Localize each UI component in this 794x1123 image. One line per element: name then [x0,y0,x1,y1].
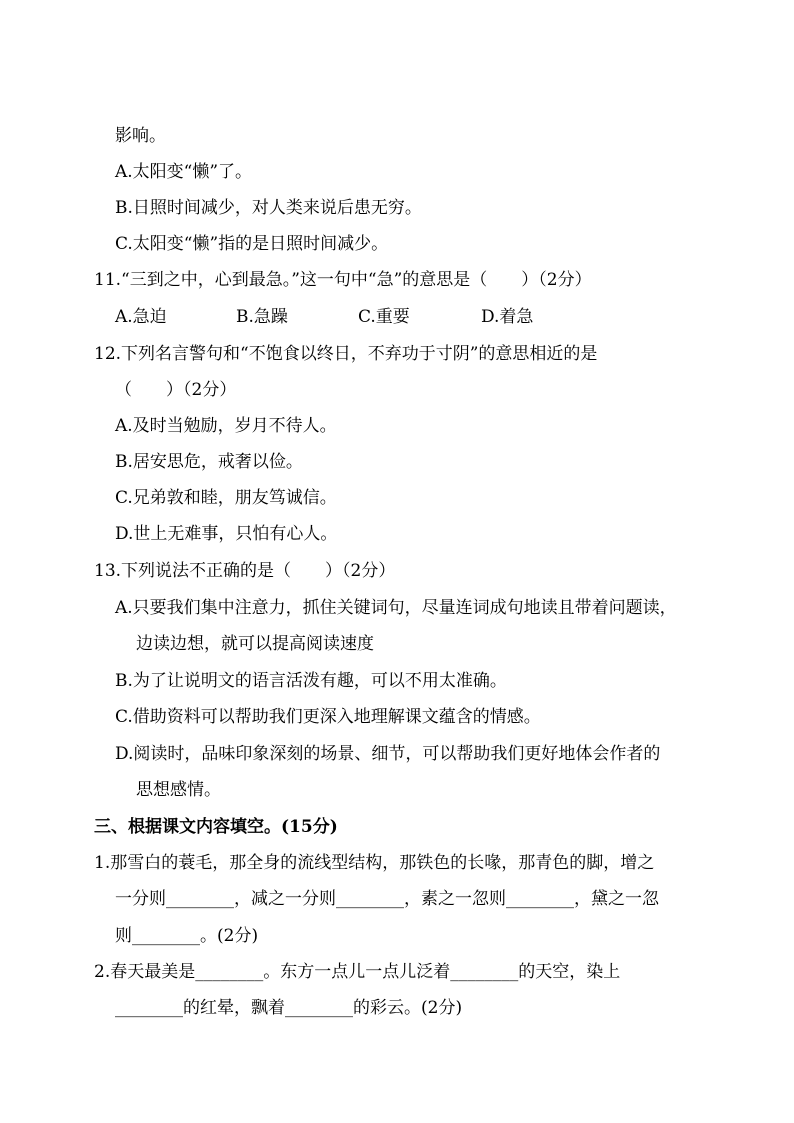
fill-2: 2.春天最美是________。东方一点儿一点儿泛着________的天空，染上 [94,962,621,982]
fill-1: 1.那雪白的蓑毛，那全身的流线型结构，那铁色的长喙，那青色的脚，增之 [94,853,655,873]
section-3-heading: 三、根据课文内容填空。(15分) [94,817,338,837]
question-13: 13.下列说法不正确的是（ ）（2分） [94,561,396,581]
option-b: B.日照时间减少，对人类来说后患无穷。 [115,198,422,218]
q11-option-c: C.重要 [358,307,410,327]
q13-option-a: A.只要我们集中注意力，抓住关键词句，尽量连词成句地读且带着问题读， [115,598,677,618]
q11-option-d: D.着急 [481,307,534,327]
q11-option-a: A.急迫 [115,307,167,327]
q13-option-b: B.为了让说明文的语言活泼有趣，可以不用太准确。 [115,671,507,691]
q11-option-b: B.急躁 [236,307,288,327]
q13-option-d-cont: 思想感情。 [136,780,221,800]
option-c: C.太阳变“懒”指的是日照时间减少。 [115,234,389,254]
q12-option-d: D.世上无难事，只怕有心人。 [115,524,338,544]
text-line: 影响。 [115,126,166,146]
q12-option-b: B.居安思危，戒奢以俭。 [115,452,303,472]
q13-option-c: C.借助资料可以帮助我们更深入地理解课文蕴含的情感。 [115,707,541,727]
q12-option-c: C.兄弟敦和睦，朋友笃诚信。 [115,488,337,508]
question-12: 12.下列名言警句和“不饱食以终日，不弃功于寸阴”的意思相近的是 [94,344,598,364]
q13-option-d: D.阅读时，品味印象深刻的场景、细节，可以帮助我们更好地体会作者的 [115,744,661,764]
question-12-cont: （ ）（2分） [115,380,237,400]
fill-1-cont: 一分则________，减之一分则________，素之一忽则________，黛之一忽 [115,889,659,909]
question-11: 11.“三到之中，心到最急。”这一句中“急”的意思是（ ）（2分） [94,270,592,290]
fill-1-cont2: 则________。(2分) [115,926,259,946]
option-a: A.太阳变“懒”了。 [115,162,253,182]
fill-2-cont: ________的红晕，飘着________的彩云。(2分) [115,998,463,1018]
q13-option-a-cont: 边读边想，就可以提高阅读速度 [136,634,374,654]
q12-option-a: A.及时当勉励，岁月不待人。 [115,416,337,436]
